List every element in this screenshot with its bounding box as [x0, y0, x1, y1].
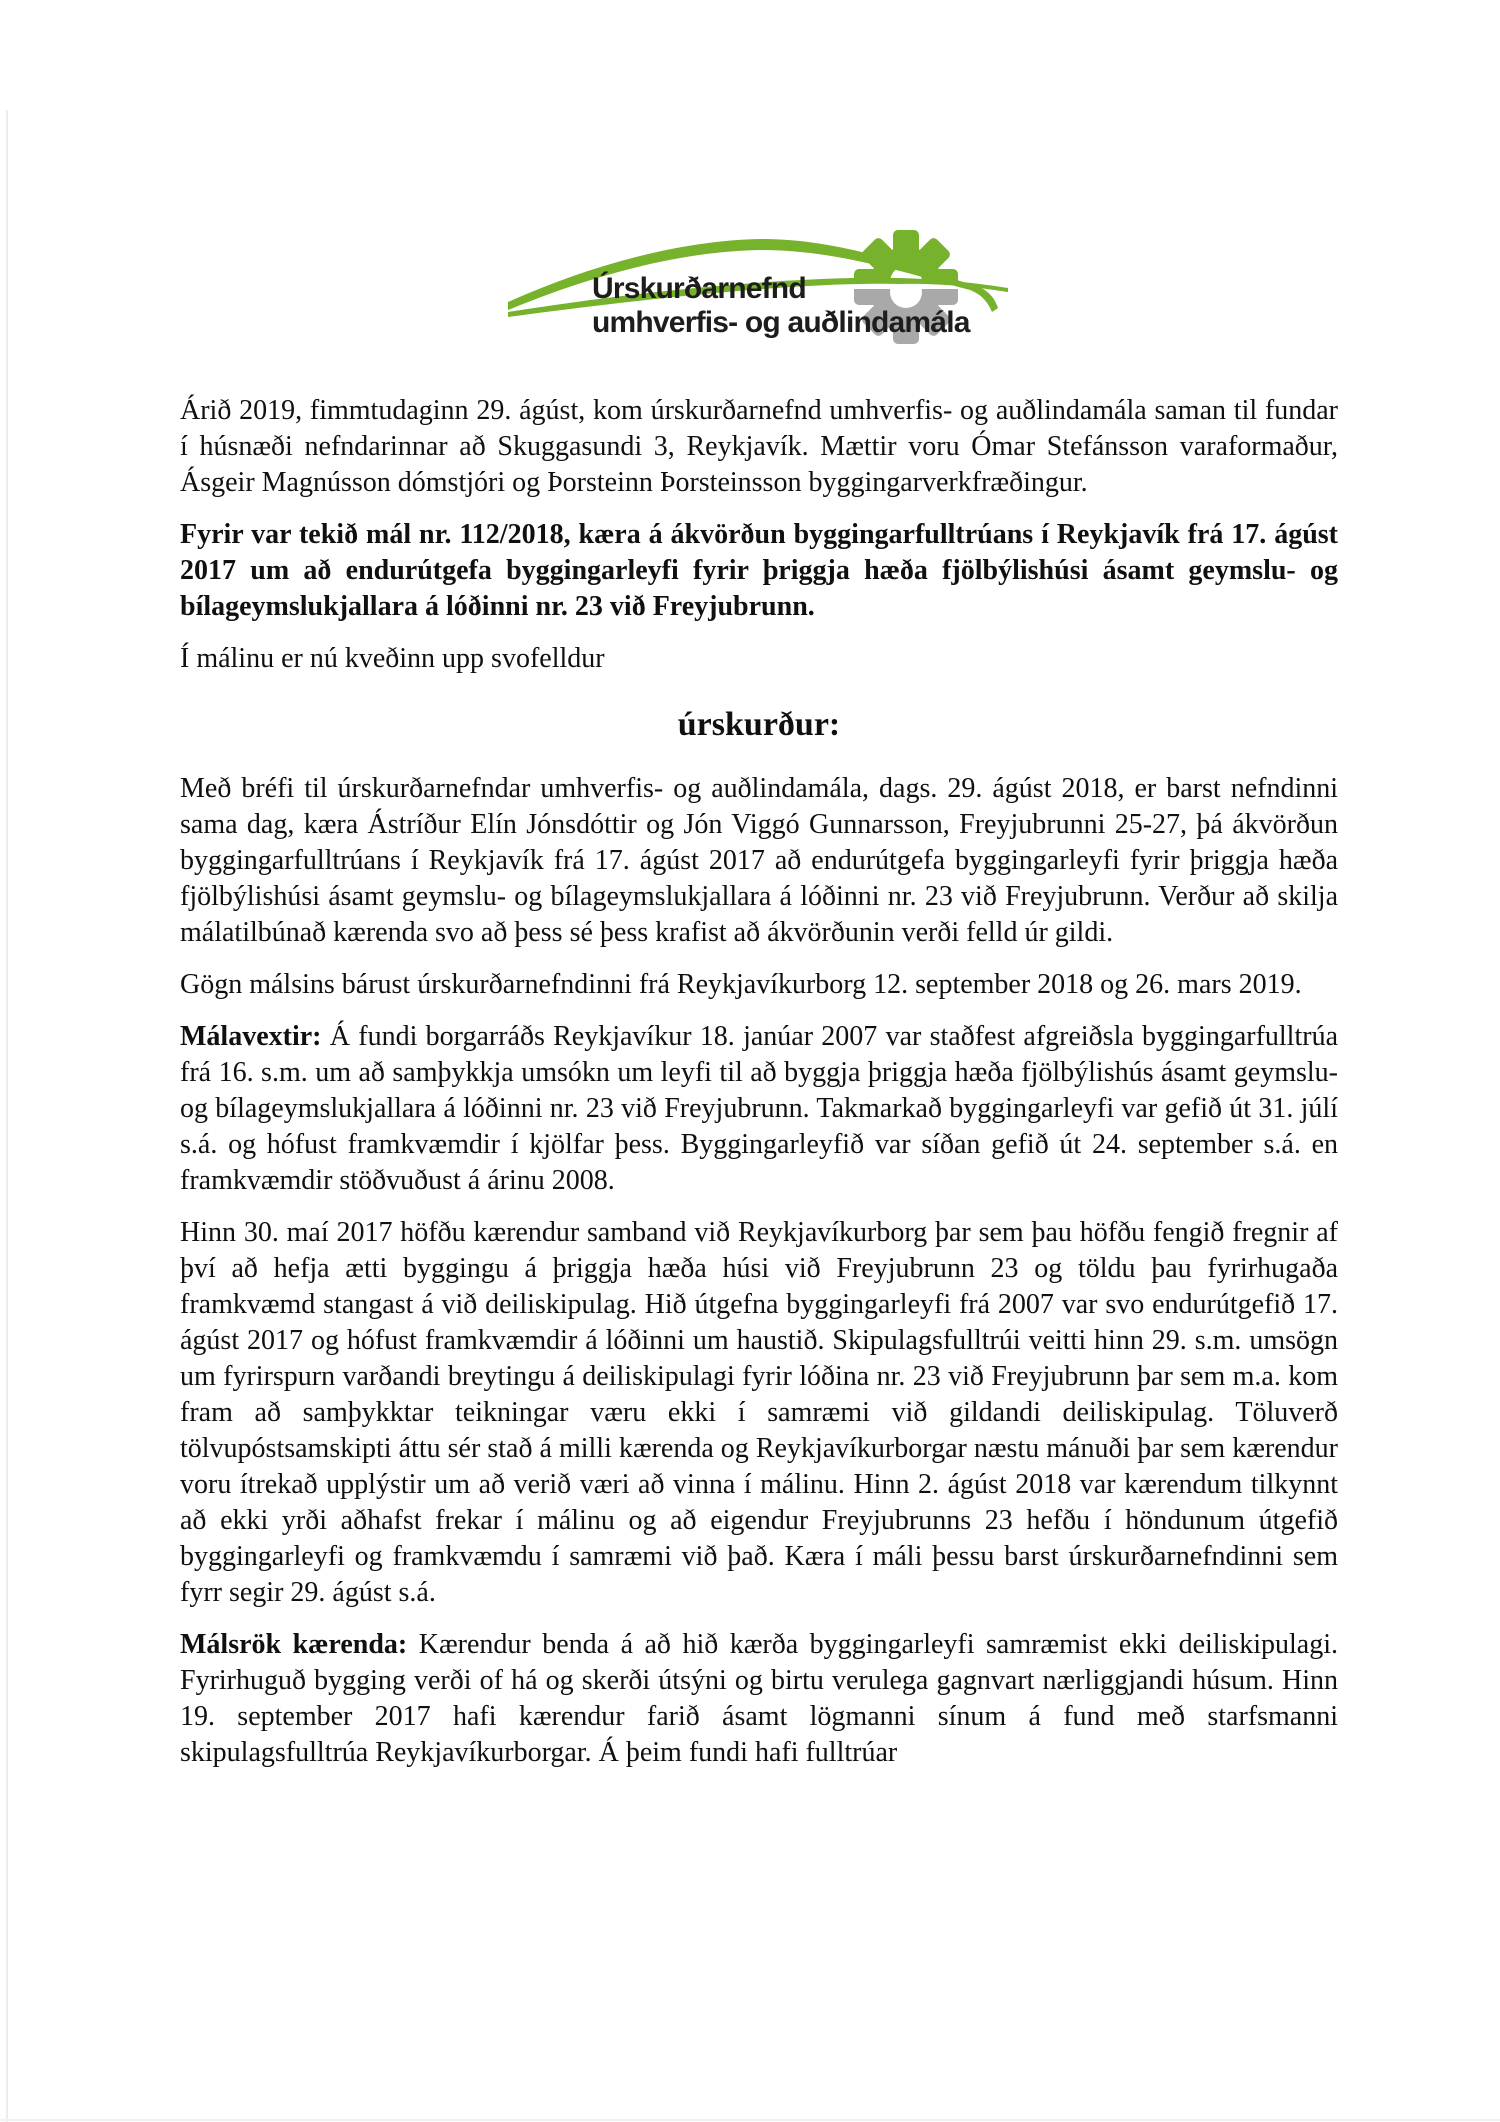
- logo-text: [592, 272, 970, 340]
- paragraph-opening: Árið 2019, fimmtudaginn 29. ágúst, kom úrskurðarnefnd umhverfis- og auðlindamála saman til fundar í húsnæði nefndarinnar að Skuggasundi 3, Reykjavík. Mættir voru Ómar Stefánsson varaformaður, Ásgeir Magnússon dómstjóri og Þorsteinn Þorsteinsson byggingarverkfræðingur.: [180, 395, 1338, 498]
- malavextir-label: Málavextir:: [180, 1021, 330, 1052]
- malavextir-text: Á fundi borgarráðs Reykjavíkur 18. janúar 2007 var staðfest afgreiðsla byggingarfulltrúa frá 16. s.m. um að samþykkja umsókn um leyfi til að byggja þriggja hæða fjölbýlishús ásamt geymslu- og bílageymslukjallara á lóðinni nr. 23 við Freyjubrunn. Takmarkað byggingarleyfi var gefið út 31. júlí s.á. og hófust framkvæmdir í kjölfar þess. Byggingarleyfið var síðan gefið út 24. september s.á. en framkvæmdir stöðvuðust á árinu 2008.: [180, 1021, 1338, 1196]
- ruling-heading: úrskurður:: [677, 706, 841, 743]
- paragraph-documents-received: Gögn málsins bárust úrskurðarnefndinni frá Reykjavíkurborg 12. september 2018 og 26. mars 2019.: [180, 969, 1302, 1000]
- paragraph-preamble: Í málinu er nú kveðinn upp svofelldur: [180, 643, 605, 674]
- malsrok-text: Kærendur benda á að hið kærða byggingarleyfi samræmist ekki deiliskipulagi. Fyrirhuguð bygging verði of há og skerði útsýni og birtu verulega gagnvart nærliggjandi húsum. Hinn 19. september 2017 hafi kærendur farið ásamt lögmanni sínum á fund með starfsmanni skipulagsfulltrúa Reykjavíkurborgar. Á þeim fundi hafi fulltrúar: [180, 1629, 1338, 1768]
- document-body: [180, 393, 1338, 1787]
- org-logo: [508, 226, 1008, 366]
- org-subtitle: umhverfis- og auðlindamála: [592, 306, 970, 339]
- paragraph-malsrok: [180, 1627, 1338, 1771]
- scan-edge-artifact-bottom: [0, 2119, 1500, 2121]
- paragraph-malavextir: [180, 1019, 1338, 1199]
- paragraph-case-summary: Fyrir var tekið mál nr. 112/2018, kæra á ákvörðun byggingarfulltrúans í Reykjavík frá 17. ágúst 2017 um að endurútgefa byggingarleyfi fyrir þriggja hæða fjölbýlishúsi ásamt geymslu- og bílageymslukjallara á lóðinni nr. 23 við Freyjubrunn.: [180, 519, 1338, 622]
- scan-edge-artifact: [6, 110, 8, 2122]
- malsrok-label: Málsrök kærenda:: [180, 1629, 419, 1660]
- paragraph-events: Hinn 30. maí 2017 höfðu kærendur samband við Reykjavíkurborg þar sem þau höfðu fengið fregnir af því að hefja ætti byggingu á þriggja hæða húsi við Freyjubrunn 23 og töldu þau fyrirhugaða framkvæmd stangast á við deiliskipulag. Hið útgefna byggingarleyfi frá 2007 var svo endurútgefið 17. ágúst 2017 og hófust framkvæmdir á lóðinni um haustið. Skipulagsfulltrúi veitti hinn 29. s.m. umsögn um fyrirspurn varðandi breytingu á deiliskipulagi fyrir lóðina nr. 23 við Freyjubrunn þar sem m.a. kom fram að samþykktar teikningar væru ekki í samræmi við gildandi deiliskipulag. Töluverð tölvupóstsamskipti áttu sér stað á milli kærenda og Reykjavíkurborgar næstu mánuði þar sem kærendur voru ítrekað upplýstir um að verið væri að vinna í málinu. Hinn 2. ágúst 2018 var kærendum tilkynnt að ekki yrði aðhafst frekar í málinu og að eigendur Freyjubrunns 23 hefðu í höndunum útgefið byggingarleyfi og framkvæmdu í samræmi við það. Kæra í máli þessu barst úrskurðarnefndinni sem fyrr segir 29. ágúst s.á.: [180, 1217, 1338, 1608]
- org-name: Úrskurðarnefnd: [592, 272, 806, 305]
- paragraph-letter: Með bréfi til úrskurðarnefndar umhverfis- og auðlindamála, dags. 29. ágúst 2018, er barst nefndinni sama dag, kæra Ástríður Elín Jónsdóttir og Jón Viggó Gunnarsson, Freyjubrunni 25-27, þá ákvörðun byggingarfulltrúans í Reykjavík frá 17. ágúst 2017 að endurútgefa byggingarleyfi fyrir þriggja hæða fjölbýlishúsi ásamt geymslu- og bílageymslukjallara á lóðinni nr. 23 við Freyjubrunn. Verður að skilja málatilbúnað kærenda svo að þess sé þess krafist að ákvörðunin verði felld úr gildi.: [180, 773, 1338, 948]
